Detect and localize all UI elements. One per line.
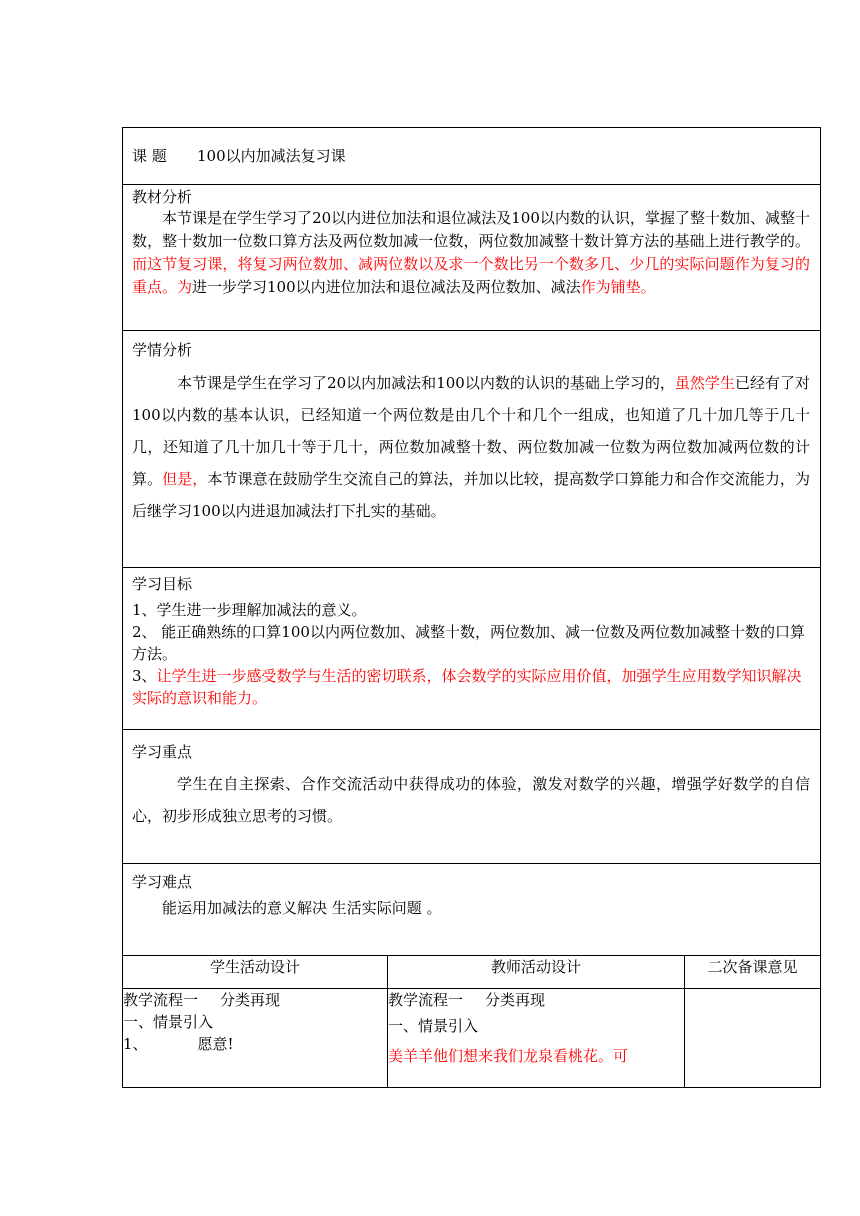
- teacher-flow-title: [388, 989, 684, 1011]
- student-analysis-highlight: 虽然学生: [674, 374, 735, 392]
- learning-goals-section: [123, 568, 821, 730]
- student-analysis-section: [123, 331, 821, 568]
- title-label: 课 题: [132, 147, 167, 165]
- textbook-analysis-section: [123, 185, 821, 331]
- student-analysis-text: 已经有了对100以内数的基本认识，已经知道一个两位数是由几个十和几个一组成，也知道了几十加几等于几十几，还知道了几十加几十等于几十，两位数加减整十数、两位数加减一位数为两位数加减两位数的计算。: [132, 374, 810, 488]
- student-flow-name: 分类再现: [220, 991, 281, 1009]
- learning-goals-heading: 学习目标: [132, 575, 193, 593]
- column-header-notes: 二次备课意见: [685, 956, 821, 989]
- goal-item-3-number: 3、: [132, 667, 157, 685]
- student-item: [123, 1033, 387, 1055]
- difficulties-section: [123, 864, 821, 956]
- teacher-subheading: 一、情景引入: [388, 1017, 479, 1035]
- student-analysis-text: 本节课是学生在学习了20以内加减法和100以内数的认识的基础上学习的，: [177, 374, 675, 392]
- textbook-analysis-text: 本节课是在学生学习了20以内进位加法和退位减法及100以内数的认识，掌握了整十数加、减整十数，整十数加一位数口算方法及两位数加减一位数，两位数加减整十数计算方法的基础上进行教学的。: [132, 209, 810, 250]
- textbook-analysis-highlight: 作为铺垫。: [580, 278, 656, 296]
- teacher-flow-label: 教学流程一: [388, 991, 464, 1009]
- student-analysis-text: 本节课意在鼓励学生交流自己的算法，并加以比较，提高数学口算能力和合作交流能力，为后继学习100以内进退加减法打下扎实的基础。: [132, 470, 810, 520]
- difficulties-heading: 学习难点: [132, 873, 193, 891]
- goal-item-3-text: 让学生进一步感受数学与生活的密切联系，体会数学的实际应用价值，加强学生应用数学知识解决实际的意识和能力。: [132, 667, 802, 707]
- lesson-plan-table: [122, 127, 821, 1088]
- key-points-section: [123, 730, 821, 864]
- student-flow-title: [123, 989, 387, 1011]
- teacher-activity-cell: [388, 989, 685, 1088]
- goal-item-1: 1、学生进一步理解加减法的意义。: [132, 601, 367, 619]
- student-activity-cell: [123, 989, 388, 1088]
- difficulties-text: 能运用加减法的意义解决 生活实际问题 。: [162, 899, 442, 917]
- student-analysis-heading: 学情分析: [132, 341, 193, 359]
- textbook-analysis-highlight: 而这节复习课，将复习两位数加、减两位数以及求一个数比另一个数多几、少几的实际问题作为复习的重点。为: [132, 255, 810, 296]
- column-header-student: 学生活动设计: [123, 956, 388, 989]
- goal-item-3: [123, 665, 820, 709]
- student-item-number: 1、: [123, 1035, 148, 1053]
- notes-cell: [685, 989, 821, 1088]
- student-analysis-highlight: 但是，: [162, 470, 208, 488]
- goal-item-2: 2、 能正确熟练的口算100以内两位数加、减整十数，两位数加、减一位数及两位数加减整十数的口算方法。: [132, 623, 805, 663]
- teacher-flow-name: 分类再现: [485, 991, 546, 1009]
- textbook-analysis-paragraph: [123, 207, 820, 299]
- student-item-text: 愿意!: [197, 1035, 234, 1053]
- lesson-title: 100以内加减法复习课: [197, 147, 346, 165]
- teacher-red-text: 美羊羊他们想来我们龙泉看桃花。可: [388, 1047, 629, 1065]
- column-header-teacher: 教师活动设计: [388, 956, 685, 989]
- textbook-analysis-text: 进一步学习100以内进位加法和退位减法及两位数加、减法: [192, 278, 581, 296]
- student-subheading: 一、情景引入: [123, 1013, 214, 1031]
- student-analysis-paragraph: [123, 367, 820, 527]
- key-points-heading: 学习重点: [132, 743, 193, 761]
- key-points-text: 学生在自主探索、合作交流活动中获得成功的体验，激发对数学的兴趣，增强学好数学的自信心，初步形成独立思考的习惯。: [132, 775, 810, 825]
- title-cell: [123, 128, 821, 185]
- textbook-analysis-heading: 教材分析: [132, 188, 193, 206]
- student-flow-label: 教学流程一: [123, 991, 199, 1009]
